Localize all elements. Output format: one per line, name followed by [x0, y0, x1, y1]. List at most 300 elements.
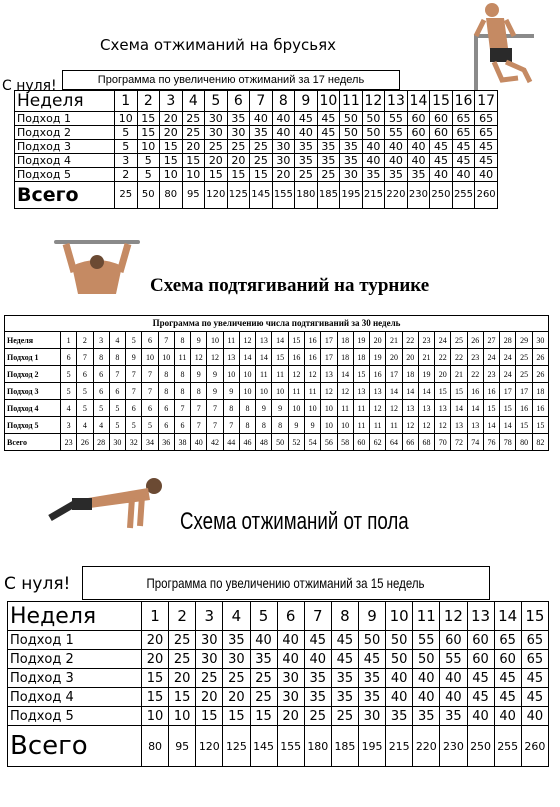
table-cell: 14: [500, 417, 516, 434]
week-number: 19: [353, 332, 369, 349]
table-cell: 35: [359, 669, 386, 688]
week-number: 11: [413, 602, 440, 631]
total-cell: 215: [362, 182, 385, 209]
table-cell: 45: [331, 650, 358, 669]
week-number: 10: [207, 332, 223, 349]
week-number: 16: [452, 91, 475, 112]
table-cell: 40: [385, 154, 408, 168]
athlete-head: [485, 3, 499, 17]
table-cell: 8: [158, 366, 174, 383]
table-row: [15, 140, 498, 154]
total-cell: 215: [386, 726, 413, 767]
table-cell: 45: [304, 631, 331, 650]
table-cell: 55: [385, 126, 408, 140]
table-cell: 14: [451, 400, 467, 417]
week-number: 1: [142, 602, 169, 631]
table-cell: 40: [440, 669, 467, 688]
week-number: 17: [321, 332, 337, 349]
table-cell: 10: [288, 400, 304, 417]
table-cell: 8: [256, 417, 272, 434]
week-number: 18: [337, 332, 353, 349]
table-cell: 14: [256, 349, 272, 366]
table-cell: 6: [109, 383, 125, 400]
total-cell: 145: [250, 726, 277, 767]
table-cell: 50: [386, 631, 413, 650]
table-cell: 13: [370, 383, 386, 400]
table-cell: 45: [521, 688, 548, 707]
set-label: Подход 2: [8, 650, 142, 669]
week-number: 14: [272, 332, 288, 349]
table-cell: 9: [191, 366, 207, 383]
table-cell: 25: [295, 168, 318, 182]
week-number: 15: [430, 91, 453, 112]
table-cell: 55: [413, 631, 440, 650]
table-cell: 16: [370, 366, 386, 383]
table-cell: 20: [435, 366, 451, 383]
table-cell: 40: [362, 154, 385, 168]
table-cell: 5: [109, 417, 125, 434]
table-cell: 35: [331, 688, 358, 707]
table-row: [8, 707, 549, 726]
table-cell: 10: [142, 349, 158, 366]
week-number: 8: [272, 91, 295, 112]
table-cell: 9: [207, 383, 223, 400]
table-row: [15, 112, 498, 126]
total-cell: 52: [288, 434, 304, 451]
section2-title: Схема подтягиваний на турнике: [150, 275, 430, 296]
table-cell: 7: [77, 349, 93, 366]
pushups-table: [7, 601, 549, 767]
dips-table: [14, 90, 498, 209]
week-number: 30: [532, 332, 548, 349]
total-cell: 230: [407, 182, 430, 209]
table-cell: 6: [158, 400, 174, 417]
total-cell: 260: [475, 182, 498, 209]
table-cell: 15: [532, 417, 548, 434]
table-cell: 40: [250, 112, 273, 126]
table-cell: 9: [304, 417, 320, 434]
total-cell: 195: [359, 726, 386, 767]
total-cell: 32: [126, 434, 142, 451]
total-cell: 25: [115, 182, 138, 209]
table-cell: 6: [61, 349, 77, 366]
table-cell: 16: [532, 400, 548, 417]
table-cell: 9: [288, 417, 304, 434]
table-cell: 7: [223, 417, 239, 434]
table-cell: 12: [191, 349, 207, 366]
total-cell: 76: [483, 434, 499, 451]
table-cell: 5: [93, 400, 109, 417]
total-cell: 255: [494, 726, 521, 767]
table-cell: 15: [205, 168, 228, 182]
table-cell: 15: [160, 140, 183, 154]
table-cell: 50: [362, 126, 385, 140]
table-cell: 15: [483, 400, 499, 417]
table-cell: 40: [467, 707, 494, 726]
table-cell: 11: [174, 349, 190, 366]
table-cell: 35: [440, 707, 467, 726]
table-cell: 15: [160, 154, 183, 168]
week-number: 28: [500, 332, 516, 349]
total-cell: 68: [418, 434, 434, 451]
table-cell: 20: [182, 140, 205, 154]
table-cell: 9: [207, 366, 223, 383]
total-cell: 155: [272, 182, 295, 209]
set-label: Подход 1: [8, 631, 142, 650]
table-cell: 40: [304, 650, 331, 669]
table-cell: 5: [61, 383, 77, 400]
table-cell: 11: [288, 383, 304, 400]
table-cell: 13: [223, 349, 239, 366]
athlete-shorts: [490, 48, 512, 62]
table-cell: 4: [77, 417, 93, 434]
table-cell: 15: [223, 707, 250, 726]
table-cell: 60: [407, 126, 430, 140]
table-cell: 35: [250, 126, 273, 140]
total-cell: 48: [256, 434, 272, 451]
week-number: 9: [191, 332, 207, 349]
table-cell: 7: [207, 400, 223, 417]
table-cell: 40: [272, 126, 295, 140]
total-label: Всего: [15, 182, 115, 209]
table-cell: 13: [402, 400, 418, 417]
table-cell: 13: [418, 400, 434, 417]
section3-from-zero: С нуля!: [4, 574, 71, 594]
table-cell: 45: [359, 650, 386, 669]
table-cell: 7: [109, 366, 125, 383]
table-cell: 15: [272, 349, 288, 366]
table-cell: 30: [205, 126, 228, 140]
table-cell: 13: [467, 417, 483, 434]
table-cell: 35: [250, 650, 277, 669]
week-number: 6: [227, 91, 250, 112]
table-cell: 45: [475, 154, 498, 168]
week-number: 1: [115, 91, 138, 112]
total-cell: 180: [295, 182, 318, 209]
total-label: Всего: [5, 434, 61, 451]
table-cell: 11: [386, 417, 402, 434]
total-cell: 180: [304, 726, 331, 767]
table-cell: 35: [385, 168, 408, 182]
week-number: 24: [435, 332, 451, 349]
table-header-row: [8, 602, 549, 631]
table-cell: 45: [452, 154, 475, 168]
set-label: Подход 4: [5, 400, 61, 417]
table-cell: 40: [521, 707, 548, 726]
table-cell: 15: [451, 383, 467, 400]
table-cell: 17: [500, 383, 516, 400]
pullup-bar: [54, 240, 140, 244]
table-cell: 30: [227, 126, 250, 140]
set-label: Подход 1: [15, 112, 115, 126]
table-header-row: [15, 91, 498, 112]
total-row: [5, 434, 549, 451]
total-cell: 74: [467, 434, 483, 451]
table-cell: 5: [126, 417, 142, 434]
total-row: [15, 182, 498, 209]
table-cell: 40: [385, 140, 408, 154]
table-cell: 35: [317, 140, 340, 154]
set-label: Подход 3: [5, 383, 61, 400]
total-cell: 250: [430, 182, 453, 209]
table-cell: 25: [182, 126, 205, 140]
table-cell: 65: [521, 650, 548, 669]
table-cell: 30: [359, 707, 386, 726]
table-row: [8, 650, 549, 669]
total-cell: 78: [500, 434, 516, 451]
table-cell: 7: [191, 417, 207, 434]
set-label: Подход 3: [15, 140, 115, 154]
week-number: 25: [451, 332, 467, 349]
table-cell: 45: [521, 669, 548, 688]
table-cell: 10: [239, 383, 255, 400]
table-cell: 7: [191, 400, 207, 417]
section3-title: Схема отжиманий от пола: [180, 508, 409, 535]
table-cell: 8: [174, 383, 190, 400]
section1-from-zero: С нуля!: [2, 78, 57, 94]
table-cell: 10: [160, 168, 183, 182]
set-label: Подход 2: [15, 126, 115, 140]
table-cell: 60: [467, 631, 494, 650]
pullup-head: [90, 255, 104, 269]
table-cell: 20: [227, 154, 250, 168]
table-cell: 22: [451, 349, 467, 366]
table-cell: 8: [223, 400, 239, 417]
table-cell: 30: [277, 669, 304, 688]
set-label: Подход 3: [8, 669, 142, 688]
table-cell: 10: [321, 400, 337, 417]
table-cell: 65: [521, 631, 548, 650]
table-cell: 40: [430, 168, 453, 182]
table-cell: 16: [288, 349, 304, 366]
week-number: 8: [174, 332, 190, 349]
table-cell: 8: [239, 400, 255, 417]
table-cell: 24: [500, 366, 516, 383]
table-cell: 25: [182, 112, 205, 126]
table-cell: 35: [304, 669, 331, 688]
total-cell: 50: [272, 434, 288, 451]
set-label: Подход 4: [15, 154, 115, 168]
week-number: 3: [196, 602, 223, 631]
table-cell: 35: [413, 707, 440, 726]
week-number: 16: [304, 332, 320, 349]
table-cell: 40: [440, 688, 467, 707]
table-cell: 40: [277, 650, 304, 669]
total-cell: 58: [337, 434, 353, 451]
total-cell: 185: [331, 726, 358, 767]
set-label: Подход 2: [5, 366, 61, 383]
table-cell: 35: [331, 669, 358, 688]
table-cell: 60: [430, 112, 453, 126]
table-cell: 13: [435, 400, 451, 417]
week-number: 6: [142, 332, 158, 349]
table-cell: 10: [137, 140, 160, 154]
table-cell: 30: [223, 650, 250, 669]
week-number: 13: [385, 91, 408, 112]
table-cell: 35: [304, 688, 331, 707]
table-cell: 15: [250, 707, 277, 726]
week-number: 6: [277, 602, 304, 631]
table-header-row: [5, 332, 549, 349]
table-cell: 21: [418, 349, 434, 366]
total-label: Всего: [8, 726, 142, 767]
week-number: 12: [239, 332, 255, 349]
table-cell: 25: [250, 140, 273, 154]
table-cell: 60: [407, 112, 430, 126]
table-caption-row: [5, 316, 549, 332]
set-label: Подход 5: [15, 168, 115, 182]
week-number: 11: [223, 332, 239, 349]
table-cell: 23: [467, 349, 483, 366]
table-cell: 65: [452, 126, 475, 140]
table-cell: 45: [467, 688, 494, 707]
table-row: [5, 417, 549, 434]
table-cell: 23: [483, 366, 499, 383]
table-cell: 35: [223, 631, 250, 650]
total-row: [8, 726, 549, 767]
table-cell: 14: [386, 383, 402, 400]
table-caption: Программа по увеличению числа подтягиваний за 30 недель: [5, 316, 549, 332]
week-number: 13: [256, 332, 272, 349]
table-cell: 14: [467, 400, 483, 417]
table-cell: 22: [435, 349, 451, 366]
table-row: [15, 154, 498, 168]
table-cell: 11: [353, 400, 369, 417]
total-cell: 66: [402, 434, 418, 451]
table-cell: 30: [272, 140, 295, 154]
week-number: 7: [304, 602, 331, 631]
table-cell: 50: [359, 631, 386, 650]
table-cell: 50: [340, 112, 363, 126]
table-cell: 30: [196, 631, 223, 650]
table-cell: 15: [169, 688, 196, 707]
table-cell: 16: [467, 383, 483, 400]
table-cell: 3: [61, 417, 77, 434]
table-cell: 11: [256, 366, 272, 383]
table-cell: 25: [223, 669, 250, 688]
table-cell: 5: [142, 417, 158, 434]
table-cell: 11: [337, 400, 353, 417]
table-cell: 24: [500, 349, 516, 366]
week-header-label: Неделя: [8, 602, 142, 631]
table-cell: 40: [452, 168, 475, 182]
week-number: 10: [317, 91, 340, 112]
table-cell: 6: [93, 366, 109, 383]
table-cell: 7: [126, 366, 142, 383]
table-cell: 60: [440, 631, 467, 650]
table-cell: 30: [272, 154, 295, 168]
total-cell: 230: [440, 726, 467, 767]
table-cell: 12: [304, 366, 320, 383]
table-cell: 14: [418, 383, 434, 400]
table-cell: 35: [407, 168, 430, 182]
table-cell: 8: [239, 417, 255, 434]
table-cell: 60: [467, 650, 494, 669]
table-cell: 18: [532, 383, 548, 400]
table-cell: 35: [362, 168, 385, 182]
table-cell: 25: [227, 140, 250, 154]
total-cell: 38: [174, 434, 190, 451]
table-cell: 14: [483, 417, 499, 434]
pullups-table: [4, 315, 549, 451]
total-cell: 155: [277, 726, 304, 767]
set-label: Подход 4: [8, 688, 142, 707]
week-number: 4: [223, 602, 250, 631]
week-number: 13: [467, 602, 494, 631]
table-cell: 19: [370, 349, 386, 366]
week-number: 2: [77, 332, 93, 349]
table-cell: 5: [137, 168, 160, 182]
table-cell: 60: [494, 650, 521, 669]
total-cell: 34: [142, 434, 158, 451]
table-row: [5, 349, 549, 366]
week-number: 5: [250, 602, 277, 631]
total-cell: 120: [205, 182, 228, 209]
table-cell: 21: [451, 366, 467, 383]
table-cell: 10: [142, 707, 169, 726]
table-cell: 10: [337, 417, 353, 434]
table-cell: 10: [158, 349, 174, 366]
table-cell: 20: [160, 112, 183, 126]
table-row: [15, 168, 498, 182]
week-number: 3: [160, 91, 183, 112]
table-cell: 40: [272, 112, 295, 126]
table-cell: 11: [370, 417, 386, 434]
total-cell: 120: [196, 726, 223, 767]
week-number: 12: [440, 602, 467, 631]
table-cell: 22: [467, 366, 483, 383]
table-cell: 12: [402, 417, 418, 434]
table-cell: 45: [494, 688, 521, 707]
total-cell: 50: [137, 182, 160, 209]
table-cell: 5: [115, 126, 138, 140]
table-cell: 35: [359, 688, 386, 707]
table-cell: 17: [386, 366, 402, 383]
table-cell: 11: [353, 417, 369, 434]
table-cell: 20: [205, 154, 228, 168]
week-number: 20: [370, 332, 386, 349]
table-cell: 6: [142, 400, 158, 417]
set-label: Подход 1: [5, 349, 61, 366]
table-cell: 9: [223, 383, 239, 400]
week-number: 15: [288, 332, 304, 349]
table-cell: 12: [207, 349, 223, 366]
table-cell: 9: [256, 400, 272, 417]
total-cell: 125: [223, 726, 250, 767]
total-cell: 95: [169, 726, 196, 767]
week-number: 29: [516, 332, 532, 349]
table-cell: 15: [137, 126, 160, 140]
pushup-legs: [50, 504, 74, 518]
table-cell: 25: [250, 154, 273, 168]
table-cell: 65: [475, 126, 498, 140]
total-cell: 42: [207, 434, 223, 451]
total-cell: 46: [239, 434, 255, 451]
week-header-label: Неделя: [15, 91, 115, 112]
week-number: 7: [158, 332, 174, 349]
week-number: 26: [467, 332, 483, 349]
table-cell: 7: [126, 383, 142, 400]
table-cell: 50: [386, 650, 413, 669]
total-cell: 145: [250, 182, 273, 209]
total-cell: 36: [158, 434, 174, 451]
table-cell: 26: [532, 349, 548, 366]
table-cell: 12: [288, 366, 304, 383]
table-cell: 25: [317, 168, 340, 182]
total-cell: 185: [317, 182, 340, 209]
table-cell: 15: [435, 383, 451, 400]
total-cell: 60: [353, 434, 369, 451]
